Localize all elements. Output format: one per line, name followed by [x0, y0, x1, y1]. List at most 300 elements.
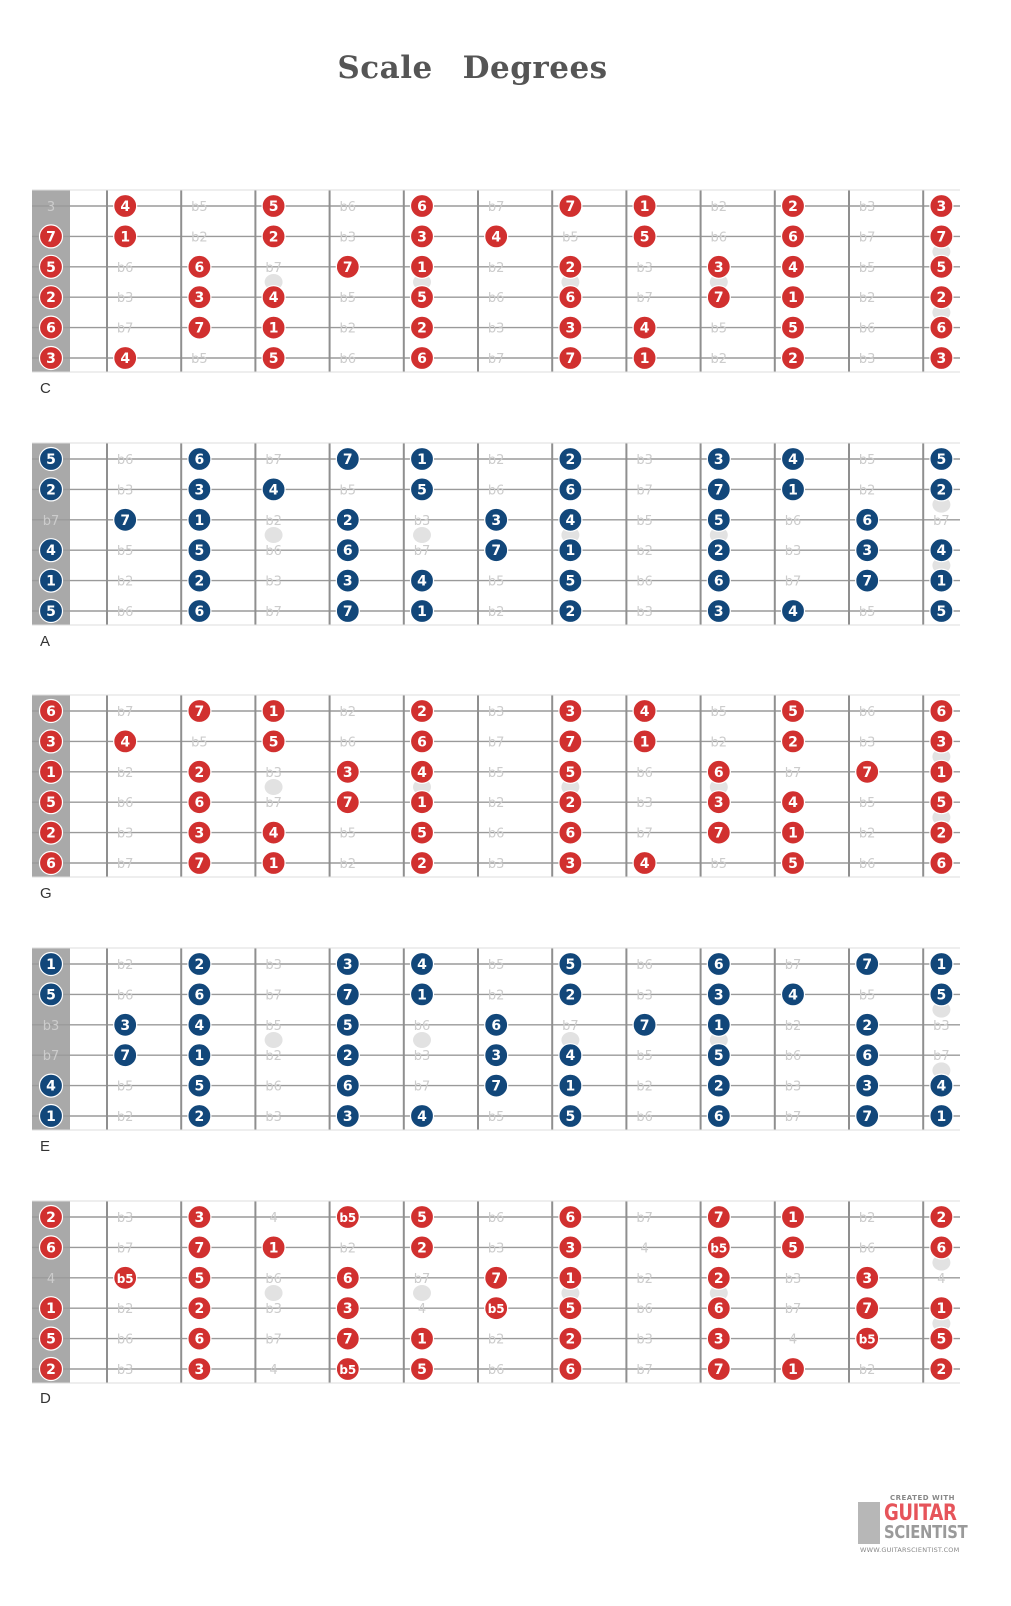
svg-text:b2: b2: [116, 765, 134, 781]
non-scale-degree-label: [859, 605, 876, 620]
scale-degree-dot: [411, 1236, 434, 1259]
svg-text:7: 7: [194, 320, 205, 337]
svg-text:7: 7: [342, 987, 353, 1004]
svg-text:6: 6: [565, 482, 576, 499]
svg-text:2: 2: [342, 1048, 353, 1065]
non-scale-degree-label: [488, 483, 505, 498]
svg-text:b6: b6: [265, 1271, 282, 1287]
scale-degree-dot: [707, 539, 730, 562]
non-scale-degree-label: [117, 1211, 134, 1226]
scale-degree-dot: [411, 821, 434, 844]
svg-text:1: 1: [788, 1362, 798, 1378]
non-scale-degree-label: [859, 352, 876, 367]
svg-text:6: 6: [936, 1240, 947, 1257]
scale-degree-dot: [559, 983, 582, 1006]
svg-text:2: 2: [788, 734, 798, 751]
svg-text:1: 1: [936, 1109, 947, 1125]
non-scale-degree-label: [43, 514, 60, 529]
svg-text:5: 5: [46, 987, 56, 1004]
scale-degree-dot: [633, 195, 656, 218]
scale-degree-dot: [930, 478, 953, 501]
svg-text:b7: b7: [487, 352, 505, 367]
svg-text:1: 1: [268, 320, 279, 337]
page-title: Scale Degrees: [337, 50, 608, 86]
svg-text:6: 6: [936, 856, 947, 872]
svg-text:b2: b2: [339, 321, 357, 337]
non-scale-degree-label: [859, 322, 876, 337]
svg-text:4: 4: [788, 452, 798, 468]
non-scale-degree-label: [636, 483, 653, 498]
scale-degree-dot: [782, 983, 805, 1006]
svg-text:2: 2: [936, 1362, 947, 1378]
scale-degree-dot: [262, 700, 285, 723]
svg-text:b5: b5: [636, 513, 653, 529]
svg-text:3: 3: [194, 1362, 205, 1378]
scale-degree-dot: [188, 600, 211, 623]
scale-degree-dot: [633, 700, 656, 723]
scale-degree-dot: [559, 478, 582, 501]
non-scale-degree-label: [636, 958, 653, 973]
svg-text:7: 7: [639, 1017, 650, 1034]
svg-text:1: 1: [788, 825, 798, 842]
svg-text:4: 4: [46, 1078, 56, 1095]
non-scale-degree-label: [859, 200, 876, 215]
svg-text:1: 1: [639, 734, 650, 751]
svg-text:b3: b3: [116, 1211, 134, 1226]
svg-text:7: 7: [713, 825, 724, 842]
non-scale-degree-label: [117, 1241, 134, 1256]
svg-text:b6: b6: [636, 765, 653, 781]
non-scale-degree-label: [488, 200, 505, 215]
scale-degree-dot: [559, 1044, 582, 1067]
svg-text:5: 5: [417, 1362, 427, 1378]
non-scale-degree-label: [636, 1272, 653, 1287]
scale-degree-dot: [856, 760, 879, 783]
svg-text:3: 3: [194, 825, 205, 842]
svg-text:5: 5: [268, 199, 279, 215]
scale-degree-dot: [40, 852, 63, 875]
svg-text:2: 2: [565, 1331, 576, 1348]
non-scale-degree-label: [859, 796, 876, 811]
non-scale-degree-label: [265, 1302, 282, 1317]
svg-text:b3: b3: [487, 321, 505, 337]
svg-text:2: 2: [194, 1109, 205, 1125]
key-label: C: [40, 380, 51, 397]
svg-text:6: 6: [565, 1362, 576, 1378]
svg-text:2: 2: [713, 543, 724, 560]
svg-text:b5: b5: [858, 1332, 876, 1347]
svg-text:b6: b6: [858, 1241, 876, 1257]
scale-degree-dot: [633, 730, 656, 753]
scale-degree-dot: [411, 347, 434, 370]
non-scale-degree-label: [117, 605, 134, 620]
non-scale-degree-label: [265, 796, 282, 811]
non-scale-degree-label: [488, 1211, 505, 1226]
svg-text:b7: b7: [636, 291, 653, 307]
svg-text:2: 2: [417, 856, 427, 872]
svg-text:6: 6: [194, 452, 205, 468]
svg-text:4: 4: [937, 1271, 946, 1287]
svg-text:b7: b7: [265, 260, 282, 276]
svg-text:7: 7: [565, 734, 576, 751]
scale-degree-dot: [40, 1358, 63, 1381]
scale-degree-dot: [930, 1206, 953, 1229]
scale-degree-dot: [633, 225, 656, 248]
svg-text:b6: b6: [710, 230, 728, 246]
scale-degree-dot: [411, 448, 434, 471]
non-scale-degree-label: [265, 1080, 282, 1095]
scale-degree-dot: [856, 1074, 879, 1097]
non-scale-degree-label: [711, 857, 728, 872]
key-label: G: [40, 885, 52, 902]
svg-text:3: 3: [713, 259, 724, 276]
svg-text:b3: b3: [858, 200, 876, 215]
svg-text:3: 3: [342, 957, 353, 973]
svg-text:2: 2: [936, 825, 947, 842]
scale-degree-dot: [930, 195, 953, 218]
scale-degree-dot: [707, 791, 730, 814]
svg-text:7: 7: [713, 290, 724, 307]
svg-text:5: 5: [46, 259, 56, 276]
svg-text:b5: b5: [858, 453, 876, 468]
non-scale-degree-label: [636, 1302, 653, 1317]
svg-text:b6: b6: [636, 958, 653, 973]
non-scale-degree-label: [636, 796, 653, 811]
svg-text:7: 7: [342, 604, 353, 620]
scale-degree-dot: [559, 1206, 582, 1229]
svg-text:b7: b7: [784, 574, 802, 590]
scale-degree-dot: [930, 1105, 953, 1128]
scale-degree-dot: [559, 347, 582, 370]
scale-degree-dot: [188, 1236, 211, 1259]
non-scale-degree-label: [711, 735, 728, 750]
svg-text:b3: b3: [42, 1018, 60, 1034]
svg-text:7: 7: [713, 482, 724, 499]
scale-degree-dot: [40, 569, 63, 592]
svg-text:6: 6: [565, 825, 576, 842]
scale-degree-dot: [485, 508, 508, 531]
svg-text:2: 2: [46, 482, 56, 499]
svg-text:3: 3: [46, 200, 56, 215]
non-scale-degree-label: [488, 766, 505, 781]
scale-degree-dot: [707, 600, 730, 623]
svg-text:4: 4: [788, 604, 798, 620]
svg-text:4: 4: [194, 1017, 205, 1034]
scale-degree-dot: [485, 225, 508, 248]
scale-degree-dot: [707, 1327, 730, 1350]
non-scale-degree-label: [859, 483, 876, 498]
non-scale-degree-label: [117, 1080, 134, 1095]
non-scale-degree-label: [340, 352, 357, 367]
scale-degree-dot: [336, 983, 359, 1006]
svg-text:b5: b5: [339, 1211, 357, 1225]
svg-text:5: 5: [565, 1301, 576, 1318]
scale-degree-dot: [411, 316, 434, 339]
svg-text:b3: b3: [487, 705, 505, 720]
scale-degree-dot: [856, 1327, 879, 1350]
svg-text:b6: b6: [116, 796, 134, 812]
svg-text:b3: b3: [636, 453, 653, 468]
svg-text:b5: b5: [116, 1079, 134, 1095]
svg-text:b7: b7: [636, 1363, 653, 1378]
svg-text:7: 7: [491, 1270, 502, 1287]
svg-text:b6: b6: [339, 352, 357, 367]
svg-text:1: 1: [639, 351, 650, 367]
inlay-marker: [265, 1285, 283, 1301]
svg-text:5: 5: [417, 825, 427, 842]
scale-degree-dot: [336, 508, 359, 531]
svg-text:7: 7: [194, 856, 205, 872]
svg-text:1: 1: [565, 543, 576, 560]
scale-degree-dot: [559, 508, 582, 531]
non-scale-degree-label: [340, 1241, 357, 1256]
svg-text:6: 6: [194, 259, 205, 276]
svg-text:4: 4: [269, 1363, 278, 1378]
scale-degree-dot: [40, 448, 63, 471]
svg-text:5: 5: [565, 1109, 576, 1125]
svg-text:b5: b5: [562, 230, 579, 246]
svg-text:b2: b2: [858, 1211, 876, 1226]
scale-degree-dot: [40, 255, 63, 278]
svg-text:b2: b2: [636, 1079, 653, 1095]
svg-text:b3: b3: [265, 958, 282, 973]
non-scale-degree-label: [47, 200, 55, 215]
non-scale-degree-label: [117, 766, 134, 781]
svg-text:b3: b3: [784, 1079, 802, 1095]
svg-text:b6: b6: [784, 513, 802, 529]
svg-text:4: 4: [268, 482, 279, 499]
scale-degree-dot: [930, 569, 953, 592]
svg-text:5: 5: [639, 229, 650, 246]
scale-degree-dot: [114, 508, 137, 531]
svg-text:b6: b6: [339, 200, 357, 215]
svg-text:7: 7: [862, 764, 873, 781]
logo-url: WWW.GUITARSCIENTIST.COM: [860, 1546, 960, 1554]
scale-degree-dot: [707, 286, 730, 309]
non-scale-degree-label: [340, 483, 357, 498]
svg-text:1: 1: [417, 987, 427, 1004]
svg-text:1: 1: [936, 573, 947, 590]
svg-text:b7: b7: [116, 857, 134, 872]
scale-degree-dot: [930, 821, 953, 844]
svg-text:b5: b5: [191, 352, 208, 367]
non-scale-degree-label: [191, 735, 208, 750]
svg-text:b7: b7: [116, 1241, 134, 1257]
svg-text:b2: b2: [636, 1271, 653, 1287]
non-scale-degree-label: [117, 322, 134, 337]
non-scale-degree-label: [340, 200, 357, 215]
svg-text:b7: b7: [413, 1079, 431, 1095]
svg-text:3: 3: [417, 229, 427, 246]
non-scale-degree-label: [117, 827, 134, 842]
scale-degree-dot: [336, 1266, 359, 1289]
scale-degree-dot: [782, 255, 805, 278]
non-scale-degree-label: [933, 1049, 950, 1064]
scale-degree-dot: [559, 1358, 582, 1381]
svg-text:5: 5: [788, 856, 798, 872]
svg-text:1: 1: [268, 1240, 279, 1257]
scale-degree-dot: [559, 953, 582, 976]
scale-degree-dot: [40, 1206, 63, 1229]
non-scale-degree-label: [265, 1019, 282, 1034]
scale-degree-dot: [40, 1074, 63, 1097]
svg-text:b5: b5: [191, 200, 208, 215]
non-scale-degree-label: [117, 705, 134, 720]
non-scale-degree-label: [859, 1211, 876, 1226]
scale-degree-dot: [40, 983, 63, 1006]
scale-degree-dot: [707, 953, 730, 976]
scale-degree-dot: [188, 448, 211, 471]
svg-text:1: 1: [417, 452, 427, 468]
scale-degree-dot: [40, 316, 63, 339]
scale-degree-dot: [930, 730, 953, 753]
svg-text:b2: b2: [339, 705, 357, 720]
svg-text:b6: b6: [265, 544, 282, 560]
svg-text:7: 7: [491, 1078, 502, 1095]
svg-text:1: 1: [194, 1048, 205, 1065]
svg-text:b7: b7: [265, 453, 282, 468]
non-scale-degree-label: [711, 322, 728, 337]
svg-text:b6: b6: [858, 705, 876, 720]
svg-text:1: 1: [46, 1109, 56, 1125]
svg-text:5: 5: [46, 795, 56, 812]
non-scale-degree-label: [269, 1363, 277, 1378]
svg-text:6: 6: [46, 320, 56, 337]
svg-text:2: 2: [788, 199, 798, 215]
fretboard-diagram: [32, 439, 960, 629]
svg-text:b2: b2: [265, 1049, 282, 1065]
scale-degree-dot: [114, 225, 137, 248]
svg-text:b7: b7: [858, 230, 876, 246]
svg-text:1: 1: [417, 259, 427, 276]
scale-degree-dot: [114, 730, 137, 753]
svg-text:b5: b5: [339, 1363, 357, 1377]
svg-text:b7: b7: [265, 796, 282, 812]
svg-text:b2: b2: [487, 453, 505, 468]
scale-degree-dot: [40, 1297, 63, 1320]
scale-degree-dot: [930, 700, 953, 723]
non-scale-degree-label: [269, 1211, 277, 1226]
svg-text:1: 1: [268, 704, 279, 720]
svg-text:5: 5: [46, 1331, 56, 1348]
svg-text:b7: b7: [636, 483, 653, 499]
svg-text:2: 2: [936, 1210, 947, 1226]
svg-text:4: 4: [491, 229, 502, 246]
svg-text:5: 5: [46, 604, 56, 620]
non-scale-degree-label: [488, 857, 505, 872]
svg-text:b7: b7: [42, 1049, 60, 1065]
non-scale-degree-label: [785, 766, 802, 781]
svg-text:4: 4: [788, 259, 798, 276]
scale-degree-dot: [336, 1297, 359, 1320]
scale-degree-dot: [856, 1266, 879, 1289]
svg-text:b5: b5: [710, 321, 728, 337]
inlay-marker: [413, 1285, 431, 1301]
non-scale-degree-label: [636, 1363, 653, 1378]
non-scale-degree-label: [636, 827, 653, 842]
scale-degree-dot: [782, 478, 805, 501]
scale-degree-dot: [559, 1297, 582, 1320]
svg-text:4: 4: [46, 543, 56, 560]
scale-degree-dot: [188, 508, 211, 531]
svg-text:6: 6: [194, 1331, 205, 1348]
svg-text:2: 2: [268, 229, 279, 246]
svg-text:4: 4: [639, 320, 650, 337]
svg-text:5: 5: [936, 452, 947, 468]
non-scale-degree-label: [265, 1110, 282, 1125]
scale-degree-dot: [559, 569, 582, 592]
svg-text:1: 1: [639, 199, 650, 215]
svg-text:b7: b7: [784, 1302, 802, 1318]
scale-degree-dot: [782, 600, 805, 623]
scale-degree-dot: [411, 983, 434, 1006]
non-scale-degree-label: [265, 958, 282, 973]
svg-text:5: 5: [194, 1270, 205, 1287]
svg-text:1: 1: [46, 957, 56, 973]
svg-text:b2: b2: [858, 826, 876, 842]
svg-text:3: 3: [936, 351, 947, 367]
svg-text:4: 4: [936, 543, 947, 560]
non-scale-degree-label: [785, 544, 802, 559]
svg-text:2: 2: [713, 1270, 724, 1287]
scale-degree-dot: [411, 953, 434, 976]
scale-degree-dot: [262, 195, 285, 218]
scale-degree-dot: [336, 539, 359, 562]
scale-degree-dot: [559, 1236, 582, 1259]
svg-text:5: 5: [936, 795, 947, 812]
svg-text:2: 2: [46, 290, 56, 307]
non-scale-degree-label: [636, 514, 653, 529]
scale-degree-dot: [336, 760, 359, 783]
svg-text:2: 2: [46, 825, 56, 842]
svg-text:b7: b7: [265, 1332, 282, 1348]
svg-text:4: 4: [46, 1271, 56, 1287]
scale-degree-dot: [559, 730, 582, 753]
svg-text:b5: b5: [710, 705, 728, 720]
non-scale-degree-label: [562, 230, 579, 245]
scale-degree-dot: [930, 1236, 953, 1259]
svg-text:b2: b2: [858, 291, 876, 307]
svg-text:b2: b2: [858, 1363, 876, 1378]
svg-text:2: 2: [788, 351, 798, 367]
non-scale-degree-label: [117, 796, 134, 811]
svg-text:b3: b3: [933, 1018, 950, 1034]
scale-degree-dot: [336, 953, 359, 976]
scale-degree-dot: [485, 1297, 508, 1320]
non-scale-degree-label: [117, 291, 134, 306]
scale-degree-dot: [40, 225, 63, 248]
scale-degree-dot: [188, 478, 211, 501]
svg-text:3: 3: [565, 1240, 576, 1257]
svg-text:6: 6: [713, 957, 724, 973]
svg-text:b3: b3: [784, 1271, 802, 1287]
svg-text:b2: b2: [265, 513, 282, 529]
scale-degree-dot: [856, 508, 879, 531]
scale-degree-dot: [782, 1358, 805, 1381]
svg-text:b5: b5: [710, 1241, 728, 1256]
scale-degree-dot: [336, 1013, 359, 1036]
svg-text:6: 6: [565, 290, 576, 307]
scale-degree-dot: [411, 569, 434, 592]
non-scale-degree-label: [488, 322, 505, 337]
non-scale-degree-label: [785, 1049, 802, 1064]
svg-text:5: 5: [342, 1017, 353, 1034]
non-scale-degree-label: [711, 352, 728, 367]
scale-degree-dot: [707, 1358, 730, 1381]
svg-text:b3: b3: [858, 735, 876, 751]
svg-text:b5: b5: [487, 765, 505, 781]
scale-degree-dot: [485, 1266, 508, 1289]
